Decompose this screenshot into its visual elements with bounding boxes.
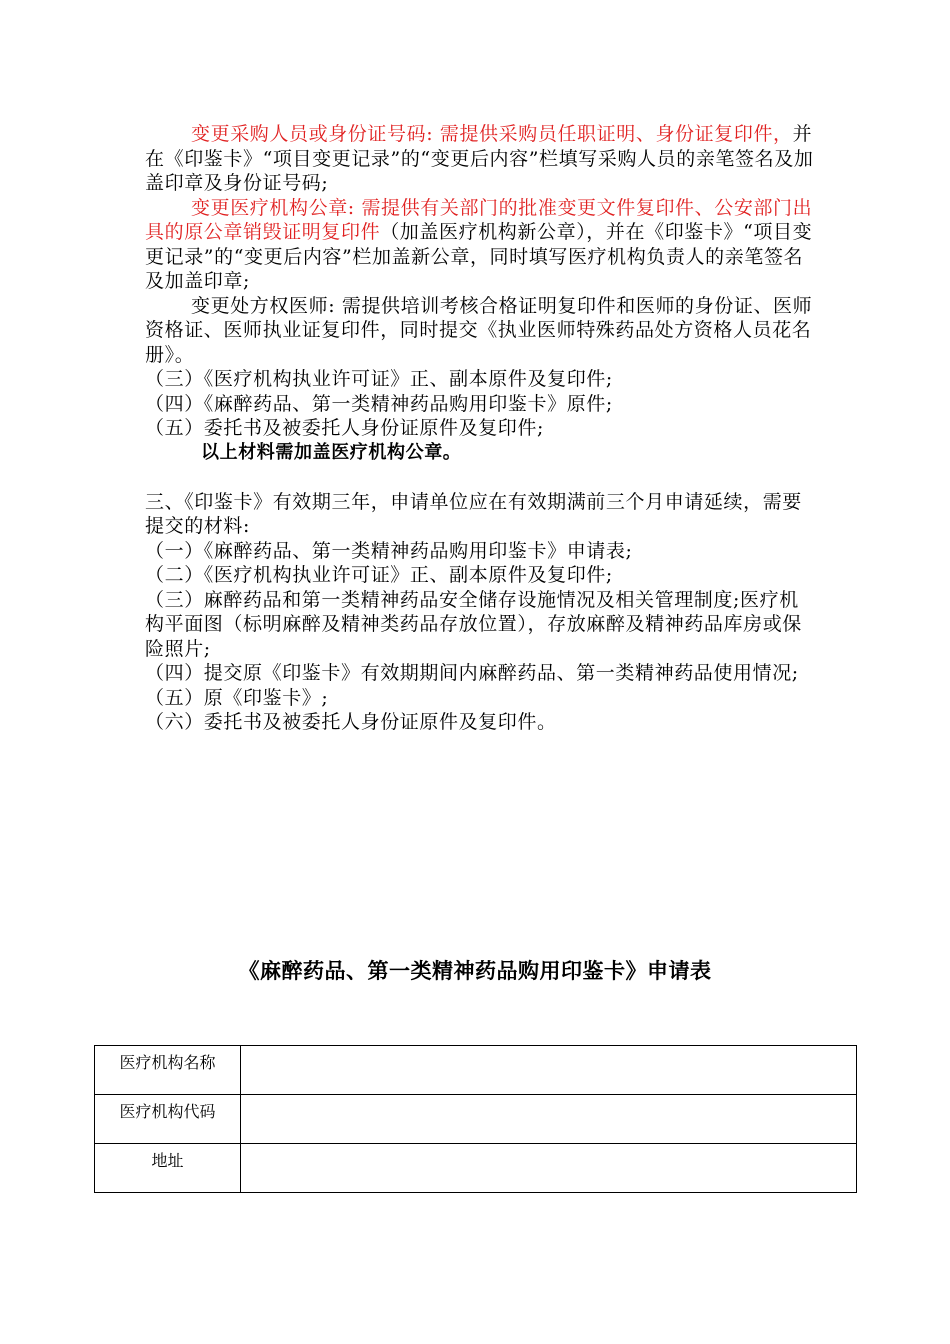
field-label-institution-name: 医疗机构名称 <box>95 1046 241 1095</box>
list-item: （二）《医疗机构执业许可证》正、副本原件及复印件; <box>145 564 613 586</box>
list-item: （五）原《印鉴卡》; <box>145 686 329 709</box>
list-item: （四）提交原《印鉴卡》有效期期间内麻醉药品、第一类精神药品使用情况; <box>145 662 799 684</box>
address-field[interactable] <box>241 1144 857 1193</box>
section-three-intro: 三、《印鉴卡》有效期三年，申请单位应在有效期满前三个月申请延续，需要提交的材料: <box>145 490 802 537</box>
list-item: （三）麻醉药品和第一类精神药品安全储存设施情况及相关管理制度;医疗机构平面图（标明麻醉及精神类药品存放位置），存放麻醉及精神药品库房或保险照片; <box>145 588 802 660</box>
form-title: 《麻醉药品、第一类精神药品购用印鉴卡》申请表 <box>238 959 712 983</box>
table-row <box>95 1144 857 1193</box>
seal-note: 以上材料需加盖医疗机构公章。 <box>201 441 462 463</box>
paragraph-text: （加盖医疗机构新公章），并在《印鉴卡》“项目变更记录”的“变更后内容”栏加盖新公章，同时填写医疗机构负责人的亲笔签名及加盖印章; <box>145 221 813 292</box>
list-item: （四）《麻醉药品、第一类精神药品购用印鉴卡》原件; <box>145 392 613 415</box>
paragraph-change-purchaser <box>145 122 815 196</box>
field-label-address: 地址 <box>95 1144 241 1193</box>
list-item: （一）《麻醉药品、第一类精神药品购用印鉴卡》申请表; <box>145 539 633 562</box>
table-row <box>95 1095 857 1144</box>
field-label-institution-code: 医疗机构代码 <box>95 1095 241 1144</box>
list-item: （五）委托书及被委托人身份证原件及复印件; <box>145 417 545 439</box>
institution-code-field[interactable] <box>241 1095 857 1144</box>
document-body <box>145 122 815 735</box>
spacer <box>145 465 815 490</box>
paragraph-change-seal <box>145 196 815 294</box>
list-item: （三）《医疗机构执业许可证》正、副本原件及复印件; <box>145 368 613 390</box>
table-row <box>95 1046 857 1095</box>
paragraph-change-physician: 变更处方权医师: 需提供培训考核合格证明复印件和医师的身份证、医师资格证、医师执业证复印件，同时提交《执业医师特殊药品处方资格人员花名册》。 <box>145 294 813 366</box>
red-requirement-text: 变更医疗机构公章: 需提供有关部门的批准变更文件复印件、公安部门出具的原公章销毁证明复印件 <box>145 196 813 243</box>
institution-name-field[interactable] <box>241 1046 857 1095</box>
application-form-table <box>94 1045 857 1193</box>
list-item: （六）委托书及被委托人身份证原件及复印件。 <box>145 711 557 733</box>
red-requirement-text: 变更采购人员或身份证号码: 需提供采购员任职证明、身份证复印件， <box>191 123 793 145</box>
paragraph-text: 并在《印鉴卡》“项目变更记录”的“变更后内容”栏填写采购人员的亲笔签名及加盖印章及身份证号码; <box>145 123 814 194</box>
